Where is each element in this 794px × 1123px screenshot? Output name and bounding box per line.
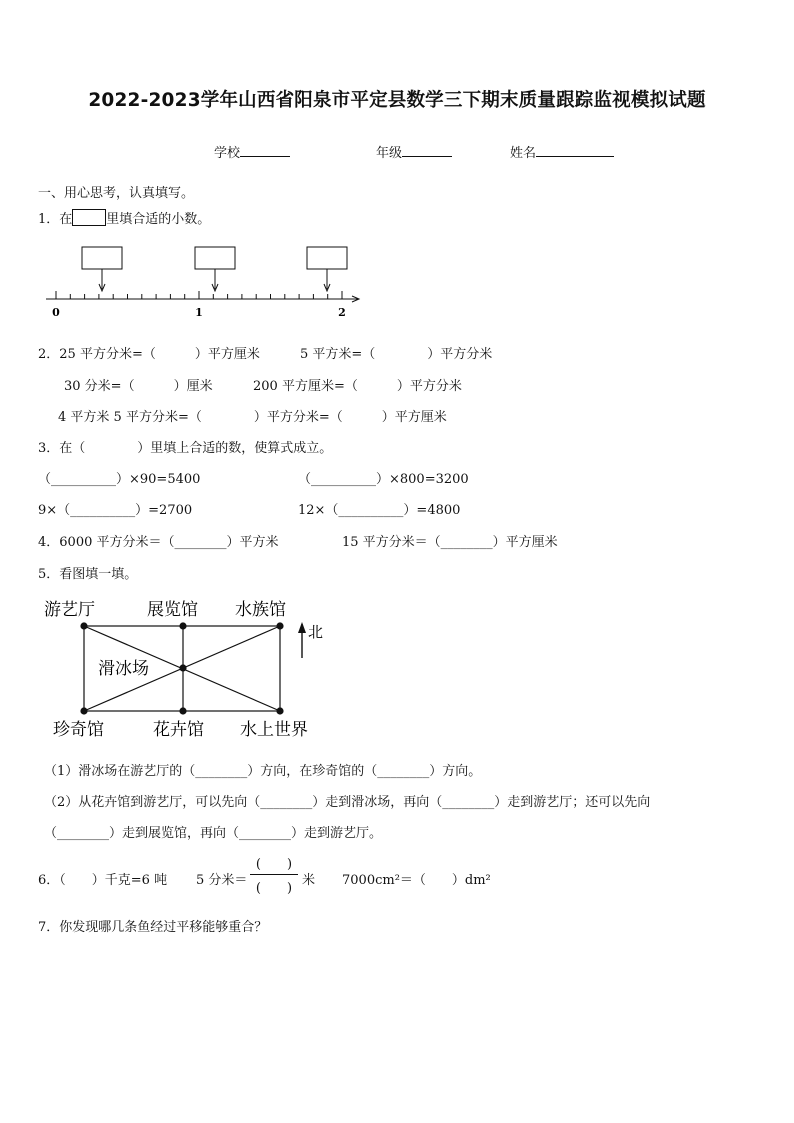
q2-line3: 4 平方米 5 平方分米=（ ）平方分米=（ ）平方厘米 (58, 410, 447, 425)
q3-eq1: （__________）×90=5400 (38, 472, 201, 487)
q6-b-post: 米 (302, 873, 316, 888)
q1-number: 1． (38, 212, 60, 227)
school-field (214, 142, 290, 161)
fraction-numerator[interactable]: ( ) (255, 857, 293, 872)
q3-eq3: 9×（__________）=2700 (38, 503, 193, 518)
q6-c: 7000cm²＝（ ）dm² (342, 873, 491, 888)
point-ne (276, 622, 283, 629)
tick-label-2: 2 (338, 306, 346, 319)
label-shuizuguan: 水族馆 (235, 600, 286, 620)
question-1 (38, 208, 210, 227)
fraction-denominator[interactable]: ( ) (255, 881, 293, 896)
point-s (179, 707, 186, 714)
q2-line2a: 30 分米=（ ）厘米 (64, 379, 213, 394)
direction-map (38, 592, 338, 742)
q6-a: 6．（ ）千克=6 吨 (38, 873, 168, 888)
q5-part2-line2: （________）走到展览馆，再向（________）走到游艺厅。 (44, 826, 383, 841)
q1-post: 里填合适的小数。 (106, 212, 211, 227)
q5-part2-line1: （2）从花卉馆到游艺厅，可以先向（________）走到滑冰场，再向（________）走到游艺厅；还可以先向 (44, 795, 651, 810)
fraction-bar (250, 874, 298, 875)
point-center (179, 664, 186, 671)
label-shuishangshijie: 水上世界 (240, 720, 308, 740)
label-huabingchang: 滑冰场 (98, 659, 149, 679)
grade-field (376, 142, 452, 161)
fraction (250, 853, 298, 896)
label-zhanlanguan: 展览馆 (147, 600, 198, 620)
grade-label: 年级 (376, 146, 403, 161)
q4-a: 4．6000 平方分米＝（________）平方米 (38, 535, 279, 550)
school-blank[interactable] (240, 144, 290, 157)
q2-line2b: 200 平方厘米=（ ）平方分米 (253, 379, 462, 394)
q7: 7．你发现哪几条鱼经过平移能够重合？ (38, 920, 268, 935)
school-label: 学校 (214, 146, 241, 161)
q3-eq4: 12×（__________）=4800 (298, 503, 461, 518)
number-line-answer-box-1[interactable] (82, 247, 122, 269)
north-label: 北 (308, 623, 324, 641)
name-label: 姓名 (510, 146, 537, 161)
point-se (276, 707, 283, 714)
grade-blank[interactable] (402, 144, 452, 157)
q5-stem: 5．看图填一填。 (38, 567, 138, 582)
number-line-answer-box-2[interactable] (195, 247, 235, 269)
section-heading: 一、用心思考，认真填写。 (38, 186, 195, 201)
name-field (510, 142, 614, 161)
point-nw (80, 622, 87, 629)
q1-box-sample (72, 209, 106, 226)
q1-pre: 在 (59, 212, 73, 227)
number-line-answer-box-3[interactable] (307, 247, 347, 269)
tick-label-1: 1 (195, 306, 203, 319)
q3-stem: 3．在（ ）里填上合适的数，使算式成立。 (38, 441, 333, 456)
tick-label-0: 0 (52, 306, 60, 319)
label-huahuiguan: 花卉馆 (153, 720, 204, 740)
north-arrow-head (298, 622, 306, 633)
tick-marks (56, 291, 342, 299)
q3-eq2: （__________）×800=3200 (298, 472, 469, 487)
name-blank[interactable] (536, 144, 614, 157)
page-title: 2022-2023学年山西省阳泉市平定县数学三下期末质量跟踪监视模拟试题 (88, 90, 706, 111)
label-zhenqiguan: 珍奇馆 (53, 720, 104, 740)
q5-part1: （1）滑冰场在游艺厅的（________）方向，在珍奇馆的（________）方向。 (44, 764, 482, 779)
q6-b-pre: 5 分米＝ (196, 873, 248, 888)
point-sw (80, 707, 87, 714)
q2-line1b: 5 平方米=（ ）平方分米 (300, 347, 493, 362)
q4-b: 15 平方分米＝（________）平方厘米 (342, 535, 558, 550)
number-line (38, 244, 378, 324)
point-n (179, 622, 186, 629)
q2-line1a: 2．25 平方分米=（ ）平方厘米 (38, 347, 260, 362)
label-youyiting: 游艺厅 (44, 600, 95, 620)
